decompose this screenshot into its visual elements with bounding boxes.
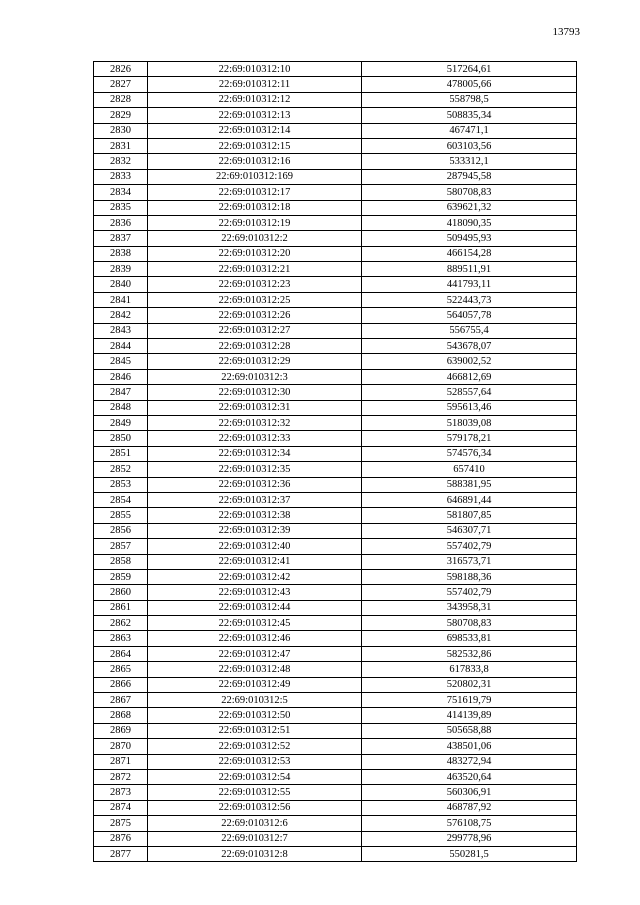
row-number-cell: 2840 <box>94 277 148 292</box>
row-number-cell: 2842 <box>94 308 148 323</box>
cadastral-number-cell: 22:69:010312:11 <box>148 77 362 92</box>
table-row <box>94 92 577 107</box>
page-number: 13793 <box>552 26 580 38</box>
cadastral-value-cell: 505658,88 <box>362 723 577 738</box>
table-row <box>94 185 577 200</box>
cadastral-value-cell: 580708,83 <box>362 185 577 200</box>
cadastral-number-cell: 22:69:010312:39 <box>148 523 362 538</box>
cadastral-value-cell: 698533,81 <box>362 631 577 646</box>
row-number-cell: 2834 <box>94 185 148 200</box>
cadastral-value-cell: 483272,94 <box>362 754 577 769</box>
cadastral-number-cell: 22:69:010312:30 <box>148 385 362 400</box>
table-row <box>94 631 577 646</box>
row-number-cell: 2852 <box>94 462 148 477</box>
cadastral-number-cell: 22:69:010312:14 <box>148 123 362 138</box>
table-row <box>94 138 577 153</box>
row-number-cell: 2837 <box>94 231 148 246</box>
table-row <box>94 785 577 800</box>
cadastral-number-cell: 22:69:010312:44 <box>148 600 362 615</box>
row-number-cell: 2873 <box>94 785 148 800</box>
table-row <box>94 292 577 307</box>
row-number-cell: 2849 <box>94 415 148 430</box>
cadastral-number-cell: 22:69:010312:56 <box>148 800 362 815</box>
table-row <box>94 385 577 400</box>
cadastral-number-cell: 22:69:010312:26 <box>148 308 362 323</box>
cadastral-number-cell: 22:69:010312:5 <box>148 693 362 708</box>
row-number-cell: 2846 <box>94 369 148 384</box>
row-number-cell: 2858 <box>94 554 148 569</box>
cadastral-value-cell: 522443,73 <box>362 292 577 307</box>
row-number-cell: 2869 <box>94 723 148 738</box>
cadastral-value-cell: 508835,34 <box>362 108 577 123</box>
row-number-cell: 2851 <box>94 446 148 461</box>
cadastral-number-cell: 22:69:010312:12 <box>148 92 362 107</box>
cadastral-number-cell: 22:69:010312:33 <box>148 431 362 446</box>
table-row <box>94 169 577 184</box>
cadastral-number-cell: 22:69:010312:37 <box>148 492 362 507</box>
cadastral-value-cell: 466812,69 <box>362 369 577 384</box>
row-number-cell: 2868 <box>94 708 148 723</box>
row-number-cell: 2856 <box>94 523 148 538</box>
cadastral-number-cell: 22:69:010312:16 <box>148 154 362 169</box>
table-row <box>94 600 577 615</box>
table-row <box>94 662 577 677</box>
table-row <box>94 693 577 708</box>
cadastral-value-cell: 646891,44 <box>362 492 577 507</box>
table-row <box>94 477 577 492</box>
cadastral-value-cell: 576108,75 <box>362 816 577 831</box>
row-number-cell: 2875 <box>94 816 148 831</box>
table-row <box>94 400 577 415</box>
table-row <box>94 262 577 277</box>
cadastral-value-cell: 546307,71 <box>362 523 577 538</box>
cadastral-value-cell: 418090,35 <box>362 215 577 230</box>
table-row <box>94 62 577 77</box>
cadastral-number-cell: 22:69:010312:51 <box>148 723 362 738</box>
row-number-cell: 2860 <box>94 585 148 600</box>
table-row <box>94 508 577 523</box>
table-body <box>94 62 577 862</box>
table-row <box>94 154 577 169</box>
cadastral-value-cell: 574576,34 <box>362 446 577 461</box>
cadastral-number-cell: 22:69:010312:38 <box>148 508 362 523</box>
row-number-cell: 2855 <box>94 508 148 523</box>
cadastral-value-cell: 579178,21 <box>362 431 577 446</box>
row-number-cell: 2839 <box>94 262 148 277</box>
table-row <box>94 846 577 861</box>
row-number-cell: 2863 <box>94 631 148 646</box>
cadastral-number-cell: 22:69:010312:17 <box>148 185 362 200</box>
table-row <box>94 569 577 584</box>
table-row <box>94 739 577 754</box>
table-row <box>94 816 577 831</box>
table-row <box>94 462 577 477</box>
cadastral-number-cell: 22:69:010312:2 <box>148 231 362 246</box>
cadastral-value-cell: 560306,91 <box>362 785 577 800</box>
cadastral-table-container <box>93 61 576 862</box>
table-row <box>94 769 577 784</box>
cadastral-value-cell: 543678,07 <box>362 339 577 354</box>
cadastral-number-cell: 22:69:010312:50 <box>148 708 362 723</box>
table-row <box>94 646 577 661</box>
cadastral-value-cell: 550281,5 <box>362 846 577 861</box>
cadastral-number-cell: 22:69:010312:40 <box>148 539 362 554</box>
cadastral-number-cell: 22:69:010312:13 <box>148 108 362 123</box>
cadastral-value-cell: 581807,85 <box>362 508 577 523</box>
table-row <box>94 492 577 507</box>
cadastral-number-cell: 22:69:010312:43 <box>148 585 362 600</box>
cadastral-value-cell: 533312,1 <box>362 154 577 169</box>
cadastral-value-cell: 557402,79 <box>362 539 577 554</box>
cadastral-number-cell: 22:69:010312:36 <box>148 477 362 492</box>
cadastral-value-cell: 468787,92 <box>362 800 577 815</box>
row-number-cell: 2861 <box>94 600 148 615</box>
cadastral-value-cell: 343958,31 <box>362 600 577 615</box>
row-number-cell: 2835 <box>94 200 148 215</box>
cadastral-number-cell: 22:69:010312:169 <box>148 169 362 184</box>
table-row <box>94 200 577 215</box>
row-number-cell: 2828 <box>94 92 148 107</box>
cadastral-value-cell: 595613,46 <box>362 400 577 415</box>
cadastral-value-cell: 466154,28 <box>362 246 577 261</box>
table-row <box>94 800 577 815</box>
cadastral-value-cell: 478005,66 <box>362 77 577 92</box>
row-number-cell: 2831 <box>94 138 148 153</box>
cadastral-number-cell: 22:69:010312:7 <box>148 831 362 846</box>
cadastral-number-cell: 22:69:010312:15 <box>148 138 362 153</box>
row-number-cell: 2866 <box>94 677 148 692</box>
row-number-cell: 2864 <box>94 646 148 661</box>
cadastral-value-cell: 558798,5 <box>362 92 577 107</box>
cadastral-value-cell: 889511,91 <box>362 262 577 277</box>
table-row <box>94 431 577 446</box>
table-row <box>94 723 577 738</box>
table-row <box>94 231 577 246</box>
cadastral-value-cell: 617833,8 <box>362 662 577 677</box>
row-number-cell: 2867 <box>94 693 148 708</box>
row-number-cell: 2838 <box>94 246 148 261</box>
cadastral-number-cell: 22:69:010312:6 <box>148 816 362 831</box>
table-row <box>94 415 577 430</box>
cadastral-value-cell: 580708,83 <box>362 616 577 631</box>
cadastral-number-cell: 22:69:010312:42 <box>148 569 362 584</box>
row-number-cell: 2853 <box>94 477 148 492</box>
row-number-cell: 2857 <box>94 539 148 554</box>
cadastral-number-cell: 22:69:010312:31 <box>148 400 362 415</box>
cadastral-value-cell: 517264,61 <box>362 62 577 77</box>
cadastral-value-cell: 467471,1 <box>362 123 577 138</box>
row-number-cell: 2830 <box>94 123 148 138</box>
cadastral-number-cell: 22:69:010312:25 <box>148 292 362 307</box>
cadastral-value-cell: 518039,08 <box>362 415 577 430</box>
cadastral-number-cell: 22:69:010312:46 <box>148 631 362 646</box>
table-row <box>94 246 577 261</box>
cadastral-number-cell: 22:69:010312:10 <box>148 62 362 77</box>
row-number-cell: 2865 <box>94 662 148 677</box>
cadastral-value-cell: 751619,79 <box>362 693 577 708</box>
cadastral-number-cell: 22:69:010312:19 <box>148 215 362 230</box>
cadastral-number-cell: 22:69:010312:35 <box>148 462 362 477</box>
cadastral-number-cell: 22:69:010312:3 <box>148 369 362 384</box>
table-row <box>94 308 577 323</box>
cadastral-value-cell: 657410 <box>362 462 577 477</box>
row-number-cell: 2827 <box>94 77 148 92</box>
table-row <box>94 554 577 569</box>
cadastral-number-cell: 22:69:010312:41 <box>148 554 362 569</box>
table-row <box>94 585 577 600</box>
row-number-cell: 2872 <box>94 769 148 784</box>
table-row <box>94 77 577 92</box>
cadastral-value-cell: 639621,32 <box>362 200 577 215</box>
cadastral-number-cell: 22:69:010312:28 <box>148 339 362 354</box>
table-row <box>94 339 577 354</box>
row-number-cell: 2862 <box>94 616 148 631</box>
table-row <box>94 215 577 230</box>
table-row <box>94 108 577 123</box>
cadastral-number-cell: 22:69:010312:47 <box>148 646 362 661</box>
cadastral-value-cell: 438501,06 <box>362 739 577 754</box>
table-row <box>94 708 577 723</box>
cadastral-value-cell: 316573,71 <box>362 554 577 569</box>
cadastral-number-cell: 22:69:010312:53 <box>148 754 362 769</box>
cadastral-number-cell: 22:69:010312:21 <box>148 262 362 277</box>
cadastral-value-cell: 287945,58 <box>362 169 577 184</box>
cadastral-value-cell: 441793,11 <box>362 277 577 292</box>
cadastral-number-cell: 22:69:010312:20 <box>148 246 362 261</box>
cadastral-number-cell: 22:69:010312:29 <box>148 354 362 369</box>
cadastral-value-cell: 414139,89 <box>362 708 577 723</box>
cadastral-value-cell: 520802,31 <box>362 677 577 692</box>
row-number-cell: 2841 <box>94 292 148 307</box>
row-number-cell: 2843 <box>94 323 148 338</box>
row-number-cell: 2848 <box>94 400 148 415</box>
cadastral-number-cell: 22:69:010312:23 <box>148 277 362 292</box>
cadastral-value-cell: 582532,86 <box>362 646 577 661</box>
cadastral-number-cell: 22:69:010312:27 <box>148 323 362 338</box>
row-number-cell: 2874 <box>94 800 148 815</box>
row-number-cell: 2877 <box>94 846 148 861</box>
row-number-cell: 2850 <box>94 431 148 446</box>
row-number-cell: 2876 <box>94 831 148 846</box>
cadastral-value-table <box>93 61 577 862</box>
cadastral-value-cell: 556755,4 <box>362 323 577 338</box>
row-number-cell: 2845 <box>94 354 148 369</box>
cadastral-value-cell: 299778,96 <box>362 831 577 846</box>
table-row <box>94 323 577 338</box>
cadastral-number-cell: 22:69:010312:8 <box>148 846 362 861</box>
cadastral-value-cell: 639002,52 <box>362 354 577 369</box>
cadastral-value-cell: 598188,36 <box>362 569 577 584</box>
cadastral-number-cell: 22:69:010312:54 <box>148 769 362 784</box>
table-row <box>94 677 577 692</box>
cadastral-number-cell: 22:69:010312:34 <box>148 446 362 461</box>
row-number-cell: 2833 <box>94 169 148 184</box>
row-number-cell: 2854 <box>94 492 148 507</box>
table-row <box>94 123 577 138</box>
cadastral-value-cell: 588381,95 <box>362 477 577 492</box>
table-row <box>94 446 577 461</box>
row-number-cell: 2844 <box>94 339 148 354</box>
cadastral-number-cell: 22:69:010312:45 <box>148 616 362 631</box>
cadastral-number-cell: 22:69:010312:49 <box>148 677 362 692</box>
cadastral-value-cell: 557402,79 <box>362 585 577 600</box>
table-row <box>94 831 577 846</box>
cadastral-value-cell: 603103,56 <box>362 138 577 153</box>
cadastral-number-cell: 22:69:010312:55 <box>148 785 362 800</box>
table-row <box>94 277 577 292</box>
table-row <box>94 523 577 538</box>
cadastral-number-cell: 22:69:010312:52 <box>148 739 362 754</box>
row-number-cell: 2836 <box>94 215 148 230</box>
cadastral-value-cell: 528557,64 <box>362 385 577 400</box>
cadastral-value-cell: 564057,78 <box>362 308 577 323</box>
row-number-cell: 2871 <box>94 754 148 769</box>
row-number-cell: 2826 <box>94 62 148 77</box>
table-row <box>94 539 577 554</box>
table-row <box>94 354 577 369</box>
cadastral-number-cell: 22:69:010312:18 <box>148 200 362 215</box>
cadastral-number-cell: 22:69:010312:32 <box>148 415 362 430</box>
table-row <box>94 616 577 631</box>
cadastral-value-cell: 463520,64 <box>362 769 577 784</box>
cadastral-number-cell: 22:69:010312:48 <box>148 662 362 677</box>
cadastral-value-cell: 509495,93 <box>362 231 577 246</box>
row-number-cell: 2859 <box>94 569 148 584</box>
row-number-cell: 2829 <box>94 108 148 123</box>
table-row <box>94 754 577 769</box>
row-number-cell: 2847 <box>94 385 148 400</box>
table-row <box>94 369 577 384</box>
row-number-cell: 2870 <box>94 739 148 754</box>
row-number-cell: 2832 <box>94 154 148 169</box>
